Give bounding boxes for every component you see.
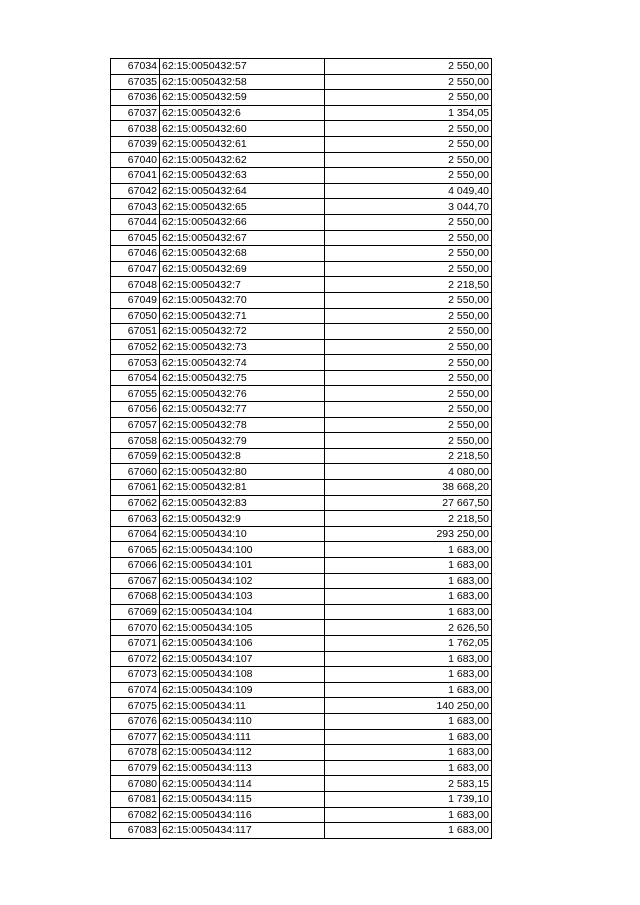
table-row [111, 729, 492, 745]
table-row [111, 339, 492, 355]
row-number-cell: 67038 [111, 121, 160, 137]
value-cell: 2 550,00 [325, 168, 492, 184]
table-row [111, 74, 492, 90]
row-number-cell: 67074 [111, 682, 160, 698]
table-row [111, 448, 492, 464]
table-row [111, 651, 492, 667]
table-row [111, 105, 492, 121]
cadastral-number-cell: 62:15:0050434:113 [160, 760, 325, 776]
value-cell: 1 683,00 [325, 713, 492, 729]
table-row [111, 542, 492, 558]
cadastral-number-cell: 62:15:0050432:65 [160, 199, 325, 215]
cadastral-number-cell: 62:15:0050432:69 [160, 261, 325, 277]
cadastral-number-cell: 62:15:0050434:108 [160, 667, 325, 683]
row-number-cell: 67034 [111, 59, 160, 75]
cadastral-number-cell: 62:15:0050434:105 [160, 620, 325, 636]
cadastral-number-cell: 62:15:0050434:117 [160, 823, 325, 839]
value-cell: 38 668,20 [325, 480, 492, 496]
table-row [111, 152, 492, 168]
table-row [111, 526, 492, 542]
cadastral-number-cell: 62:15:0050434:110 [160, 713, 325, 729]
row-number-cell: 67065 [111, 542, 160, 558]
value-cell: 1 354,05 [325, 105, 492, 121]
row-number-cell: 67083 [111, 823, 160, 839]
cadastral-number-cell: 62:15:0050432:76 [160, 386, 325, 402]
value-cell: 2 550,00 [325, 261, 492, 277]
cadastral-number-cell: 62:15:0050432:83 [160, 495, 325, 511]
row-number-cell: 67081 [111, 791, 160, 807]
row-number-cell: 67050 [111, 308, 160, 324]
row-number-cell: 67052 [111, 339, 160, 355]
table-row [111, 713, 492, 729]
table-row [111, 402, 492, 418]
cadastral-number-cell: 62:15:0050432:79 [160, 433, 325, 449]
row-number-cell: 67044 [111, 214, 160, 230]
cadastral-number-cell: 62:15:0050432:59 [160, 90, 325, 106]
row-number-cell: 67041 [111, 168, 160, 184]
cadastral-number-cell: 62:15:0050434:114 [160, 776, 325, 792]
row-number-cell: 67058 [111, 433, 160, 449]
table-row [111, 480, 492, 496]
row-number-cell: 67047 [111, 261, 160, 277]
row-number-cell: 67048 [111, 277, 160, 293]
value-cell: 1 683,00 [325, 589, 492, 605]
value-cell: 2 550,00 [325, 230, 492, 246]
row-number-cell: 67054 [111, 370, 160, 386]
cadastral-number-cell: 62:15:0050434:116 [160, 807, 325, 823]
row-number-cell: 67073 [111, 667, 160, 683]
row-number-cell: 67068 [111, 589, 160, 605]
value-cell: 1 683,00 [325, 729, 492, 745]
row-number-cell: 67035 [111, 74, 160, 90]
cadastral-number-cell: 62:15:0050434:104 [160, 604, 325, 620]
value-cell: 27 667,50 [325, 495, 492, 511]
value-cell: 3 044,70 [325, 199, 492, 215]
value-cell: 2 550,00 [325, 402, 492, 418]
table-row [111, 776, 492, 792]
row-number-cell: 67070 [111, 620, 160, 636]
table-row [111, 261, 492, 277]
value-cell: 2 626,50 [325, 620, 492, 636]
value-cell: 1 683,00 [325, 558, 492, 574]
value-cell: 1 683,00 [325, 745, 492, 761]
row-number-cell: 67049 [111, 292, 160, 308]
row-number-cell: 67037 [111, 105, 160, 121]
cadastral-number-cell: 62:15:0050432:7 [160, 277, 325, 293]
value-cell: 1 683,00 [325, 573, 492, 589]
table-row [111, 121, 492, 137]
table-body [111, 59, 492, 839]
value-cell: 2 550,00 [325, 59, 492, 75]
cadastral-number-cell: 62:15:0050434:111 [160, 729, 325, 745]
cadastral-number-cell: 62:15:0050434:102 [160, 573, 325, 589]
row-number-cell: 67079 [111, 760, 160, 776]
table-row [111, 620, 492, 636]
table-row [111, 199, 492, 215]
table-row [111, 136, 492, 152]
row-number-cell: 67075 [111, 698, 160, 714]
cadastral-number-cell: 62:15:0050432:67 [160, 230, 325, 246]
table-row [111, 324, 492, 340]
value-cell: 1 683,00 [325, 667, 492, 683]
cadastral-number-cell: 62:15:0050432:60 [160, 121, 325, 137]
cadastral-number-cell: 62:15:0050432:73 [160, 339, 325, 355]
table-row [111, 760, 492, 776]
table-row [111, 589, 492, 605]
value-cell: 1 683,00 [325, 542, 492, 558]
row-number-cell: 67060 [111, 464, 160, 480]
cadastral-number-cell: 62:15:0050432:81 [160, 480, 325, 496]
table-row [111, 246, 492, 262]
cadastral-number-cell: 62:15:0050432:75 [160, 370, 325, 386]
cadastral-number-cell: 62:15:0050434:103 [160, 589, 325, 605]
cadastral-number-cell: 62:15:0050432:62 [160, 152, 325, 168]
cadastral-number-cell: 62:15:0050432:71 [160, 308, 325, 324]
table-row [111, 698, 492, 714]
value-cell: 140 250,00 [325, 698, 492, 714]
row-number-cell: 67056 [111, 402, 160, 418]
table-row [111, 823, 492, 839]
cadastral-number-cell: 62:15:0050432:68 [160, 246, 325, 262]
table-row [111, 604, 492, 620]
value-cell: 2 550,00 [325, 136, 492, 152]
table-row [111, 59, 492, 75]
row-number-cell: 67063 [111, 511, 160, 527]
cadastral-number-cell: 62:15:0050432:72 [160, 324, 325, 340]
value-cell: 2 550,00 [325, 355, 492, 371]
value-cell: 1 683,00 [325, 682, 492, 698]
value-cell: 2 583,15 [325, 776, 492, 792]
cadastral-number-cell: 62:15:0050432:74 [160, 355, 325, 371]
value-cell: 2 550,00 [325, 339, 492, 355]
row-number-cell: 67053 [111, 355, 160, 371]
row-number-cell: 67064 [111, 526, 160, 542]
cadastral-number-cell: 62:15:0050432:64 [160, 183, 325, 199]
cadastral-number-cell: 62:15:0050432:58 [160, 74, 325, 90]
value-cell: 2 550,00 [325, 214, 492, 230]
table-row [111, 573, 492, 589]
cadastral-number-cell: 62:15:0050432:9 [160, 511, 325, 527]
cadastral-number-cell: 62:15:0050432:57 [160, 59, 325, 75]
row-number-cell: 67066 [111, 558, 160, 574]
table-row [111, 495, 492, 511]
value-cell: 1 683,00 [325, 807, 492, 823]
row-number-cell: 67055 [111, 386, 160, 402]
table-row [111, 214, 492, 230]
table-row [111, 168, 492, 184]
value-cell: 2 550,00 [325, 74, 492, 90]
row-number-cell: 67043 [111, 199, 160, 215]
table-row [111, 464, 492, 480]
cadastral-number-cell: 62:15:0050432:66 [160, 214, 325, 230]
value-cell: 2 218,50 [325, 277, 492, 293]
value-cell: 2 550,00 [325, 121, 492, 137]
value-cell: 2 550,00 [325, 292, 492, 308]
row-number-cell: 67045 [111, 230, 160, 246]
cadastral-number-cell: 62:15:0050432:61 [160, 136, 325, 152]
cadastral-number-cell: 62:15:0050434:11 [160, 698, 325, 714]
table-row [111, 511, 492, 527]
cadastral-number-cell: 62:15:0050434:115 [160, 791, 325, 807]
cadastral-number-cell: 62:15:0050432:6 [160, 105, 325, 121]
value-cell: 1 683,00 [325, 760, 492, 776]
table-row [111, 745, 492, 761]
row-number-cell: 67036 [111, 90, 160, 106]
cadastral-number-cell: 62:15:0050432:63 [160, 168, 325, 184]
row-number-cell: 67059 [111, 448, 160, 464]
table-row [111, 682, 492, 698]
value-cell: 2 550,00 [325, 386, 492, 402]
value-cell: 2 218,50 [325, 448, 492, 464]
table-row [111, 90, 492, 106]
cadastral-number-cell: 62:15:0050432:80 [160, 464, 325, 480]
value-cell: 2 550,00 [325, 370, 492, 386]
cadastral-value-table [110, 58, 492, 839]
row-number-cell: 67069 [111, 604, 160, 620]
row-number-cell: 67067 [111, 573, 160, 589]
row-number-cell: 67051 [111, 324, 160, 340]
table-row [111, 230, 492, 246]
row-number-cell: 67042 [111, 183, 160, 199]
table-row [111, 308, 492, 324]
value-cell: 2 550,00 [325, 308, 492, 324]
cadastral-number-cell: 62:15:0050432:70 [160, 292, 325, 308]
row-number-cell: 67057 [111, 417, 160, 433]
row-number-cell: 67078 [111, 745, 160, 761]
value-cell: 2 218,50 [325, 511, 492, 527]
table-row [111, 807, 492, 823]
value-cell: 2 550,00 [325, 417, 492, 433]
cadastral-number-cell: 62:15:0050434:101 [160, 558, 325, 574]
value-cell: 1 683,00 [325, 604, 492, 620]
table-row [111, 277, 492, 293]
value-cell: 4 080,00 [325, 464, 492, 480]
table-row [111, 386, 492, 402]
row-number-cell: 67082 [111, 807, 160, 823]
row-number-cell: 67061 [111, 480, 160, 496]
table-row [111, 667, 492, 683]
table-row [111, 183, 492, 199]
value-cell: 2 550,00 [325, 152, 492, 168]
row-number-cell: 67080 [111, 776, 160, 792]
row-number-cell: 67077 [111, 729, 160, 745]
cadastral-number-cell: 62:15:0050434:112 [160, 745, 325, 761]
table-row [111, 791, 492, 807]
table-row [111, 558, 492, 574]
row-number-cell: 67040 [111, 152, 160, 168]
value-cell: 1 683,00 [325, 823, 492, 839]
value-cell: 2 550,00 [325, 433, 492, 449]
document-page [110, 58, 491, 839]
cadastral-number-cell: 62:15:0050434:106 [160, 635, 325, 651]
row-number-cell: 67071 [111, 635, 160, 651]
cadastral-number-cell: 62:15:0050432:78 [160, 417, 325, 433]
row-number-cell: 67076 [111, 713, 160, 729]
row-number-cell: 67046 [111, 246, 160, 262]
cadastral-number-cell: 62:15:0050432:8 [160, 448, 325, 464]
table-row [111, 292, 492, 308]
value-cell: 1 762,05 [325, 635, 492, 651]
cadastral-number-cell: 62:15:0050434:107 [160, 651, 325, 667]
row-number-cell: 67039 [111, 136, 160, 152]
table-row [111, 635, 492, 651]
value-cell: 2 550,00 [325, 324, 492, 340]
row-number-cell: 67072 [111, 651, 160, 667]
cadastral-number-cell: 62:15:0050434:10 [160, 526, 325, 542]
table-row [111, 433, 492, 449]
table-row [111, 355, 492, 371]
value-cell: 1 739,10 [325, 791, 492, 807]
table-row [111, 417, 492, 433]
table-row [111, 370, 492, 386]
value-cell: 4 049,40 [325, 183, 492, 199]
value-cell: 293 250,00 [325, 526, 492, 542]
value-cell: 1 683,00 [325, 651, 492, 667]
cadastral-number-cell: 62:15:0050434:109 [160, 682, 325, 698]
cadastral-number-cell: 62:15:0050434:100 [160, 542, 325, 558]
value-cell: 2 550,00 [325, 90, 492, 106]
value-cell: 2 550,00 [325, 246, 492, 262]
row-number-cell: 67062 [111, 495, 160, 511]
cadastral-number-cell: 62:15:0050432:77 [160, 402, 325, 418]
